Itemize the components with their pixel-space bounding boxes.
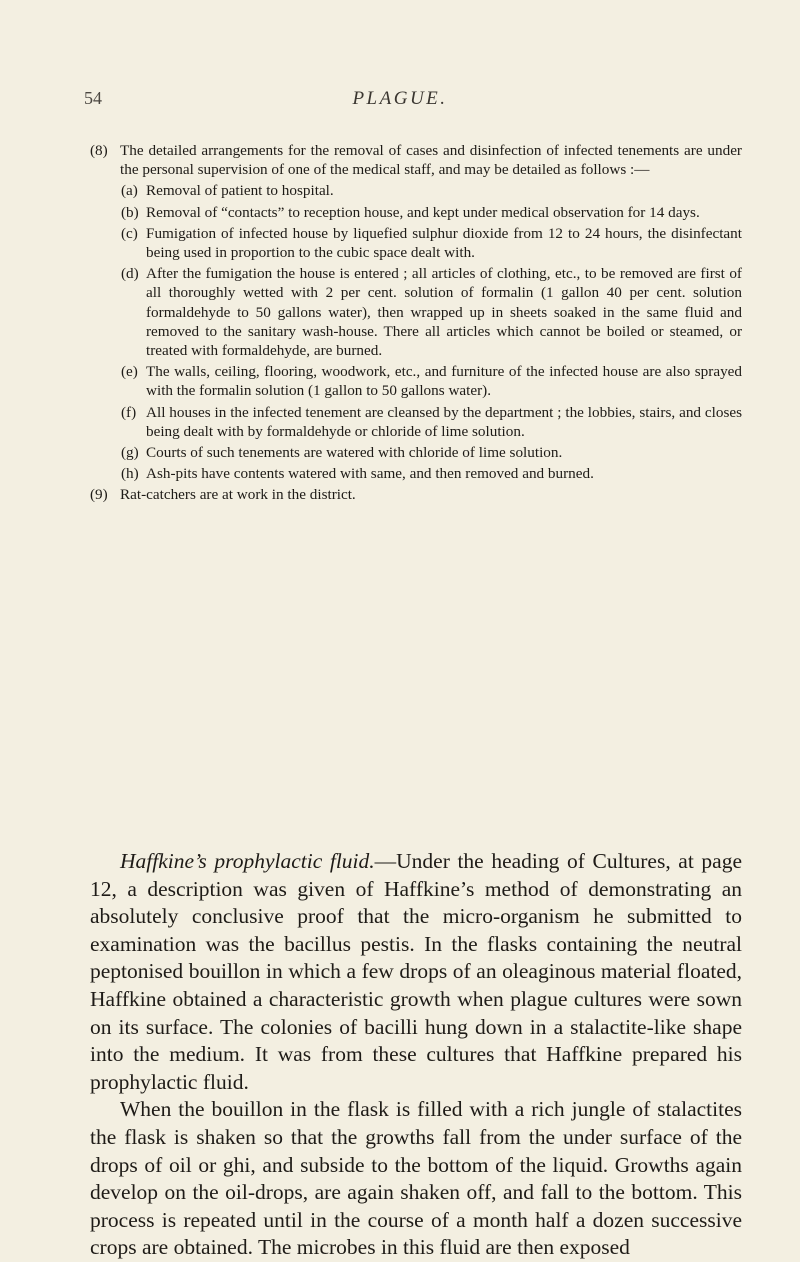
haffkine-paragraph-2 bbox=[90, 1096, 742, 1262]
item-label: (c) bbox=[121, 224, 138, 242]
item-label: (d) bbox=[121, 265, 139, 283]
measure-item-d bbox=[90, 264, 742, 360]
item-text: Removal of patient to hospital. bbox=[146, 182, 334, 200]
measure-number: (9) bbox=[90, 486, 108, 504]
item-text: After the fumigation the house is entered ; all articles of clothing, etc., to be removed are first of all thoroughly wetted with 2 per cent. solution of formalin (1 gallon 40 per cent. solution formaldehyde to 50 gallons water), then wrapped up in sheets soaked in the same fluid and removed to the sanitary wash-house. There all articles which cannot be boiled or steamed, or treated with formaldehyde, are burned. bbox=[146, 265, 742, 360]
item-label: (b) bbox=[121, 203, 139, 221]
item-text: The walls, ceiling, flooring, woodwork, etc., and furniture of the infected house are also sprayed with the formalin solution (1 gallon to 50 gallons water). bbox=[146, 363, 742, 400]
item-label: (h) bbox=[121, 465, 139, 483]
item-label: (a) bbox=[121, 182, 138, 200]
measure-text: Rat-catchers are at work in the district. bbox=[120, 486, 356, 504]
paragraph-text: When the bouillon in the flask is filled with a rich jungle of stalactites the flask is shaken so that the growths fall from the under surface of the drops of oil or ghi, and subside to the bottom of the liquid. Growths again develop on the oil-drops, are again shaken off, and fall to the bottom. This process is repeated until in the course of a month half a dozen successive crops are obtained. The microbes in this fluid are then exposed bbox=[90, 1097, 742, 1260]
measure-item-e bbox=[90, 362, 742, 400]
measure-8 bbox=[90, 141, 742, 179]
item-text: Removal of “contacts” to reception house, and kept under medical observation for 14 days. bbox=[146, 203, 700, 221]
measure-item-b bbox=[90, 203, 742, 222]
item-label: (e) bbox=[121, 363, 138, 381]
item-text: Courts of such tenements are watered with chloride of lime solution. bbox=[146, 444, 563, 462]
measure-item-a bbox=[90, 181, 742, 200]
paragraph-text: —Under the heading of Cultures, at page 12, a description was given of Haffkine’s method of demonstrating an absolutely conclusive proof that the micro-organism he submitted to examination was the bacillus pestis. In the flasks containing the neutral peptonised bouillon in which a few drops of an oleaginous material floated, Haffkine obtained a characteristic growth when plague cultures were sown on its surface. The colonies of bacilli hung down in a stalactite-like shape into the medium. It was from these cultures that Haffkine prepared his prophylactic fluid. bbox=[90, 849, 742, 1094]
section-heading: Haffkine’s prophylactic fluid. bbox=[120, 849, 375, 873]
measure-9 bbox=[90, 485, 742, 504]
haffkine-paragraph-1 bbox=[90, 848, 742, 1096]
item-label: (f) bbox=[121, 403, 137, 421]
measure-number: (8) bbox=[90, 142, 108, 159]
haffkine-section bbox=[90, 848, 742, 1262]
measure-item-c bbox=[90, 224, 742, 262]
disinfection-measures bbox=[90, 141, 742, 507]
item-label: (g) bbox=[121, 444, 139, 462]
measure-item-g bbox=[90, 443, 742, 462]
page-number: 54 bbox=[84, 88, 102, 108]
item-text: Fumigation of infected house by liquefied sulphur dioxide from 12 to 24 hours, the disinfectant being used in proportion to the cubic space dealt with. bbox=[146, 224, 742, 262]
measure-intro: The detailed arrangements for the removal of cases and disinfection of infected tenements are under the personal supervision of one of the medical staff, and may be detailed as follows :— bbox=[120, 142, 742, 179]
running-head: PLAGUE. bbox=[352, 88, 448, 109]
measure-item-h bbox=[90, 464, 742, 483]
item-text: Ash-pits have contents watered with same, and then removed and burned. bbox=[146, 465, 594, 483]
page-header bbox=[0, 88, 800, 118]
item-text: All houses in the infected tenement are cleansed by the department ; the lobbies, stairs, and closes being dealt with by formaldehyde or chloride of lime solution. bbox=[146, 403, 742, 440]
measure-item-f bbox=[90, 403, 742, 441]
